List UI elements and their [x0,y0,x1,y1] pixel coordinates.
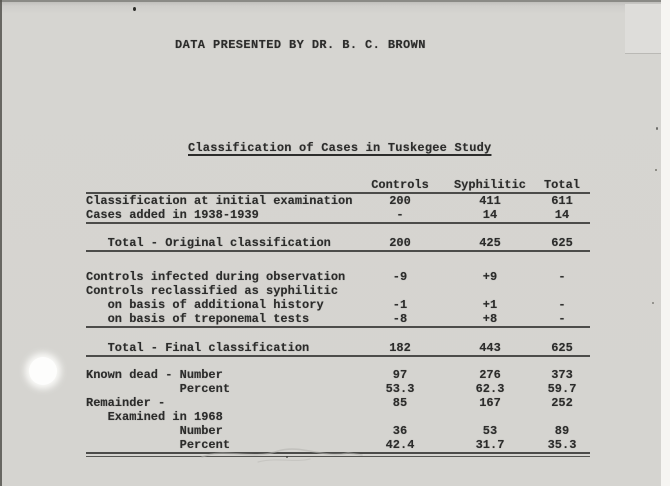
row-label: on basis of additional history [86,298,324,312]
scan-top-edge [0,0,661,2]
table-spacer [86,252,590,270]
cell-controls [354,284,446,298]
cell-syphilitic [446,284,534,298]
header-label-spacer [86,178,354,192]
table-row [86,382,590,396]
cell-total: 611 [551,194,573,208]
cell-syphilitic: 411 [479,194,501,208]
row-label: Controls reclassified as syphilitic [86,284,339,298]
cell-total [534,284,590,298]
table-spacer [86,328,590,341]
scan-speck [652,302,654,304]
cell-syphilitic: 14 [482,208,498,222]
cell-syphilitic: +8 [482,312,498,326]
cell-syphilitic: 62.3 [475,382,505,396]
row-label: Total - Original classification [86,236,331,250]
cell-total: - [558,270,566,284]
table-row [86,208,590,224]
cell-syphilitic: +1 [482,298,498,312]
table-row [86,410,590,424]
cell-controls: 200 [389,194,411,208]
cell-controls: 53.3 [385,382,415,396]
cell-syphilitic: 276 [479,368,501,382]
page-corner-overlap [625,4,661,54]
cell-syphilitic: 443 [479,341,501,355]
row-label: on basis of treponemal tests [86,312,310,326]
row-label: Cases added in 1938-1939 [86,208,259,222]
row-label: Known dead - Number [86,368,223,382]
cell-total: 35.3 [547,438,577,452]
table-row [86,270,590,284]
cell-total: 373 [551,368,573,382]
table-header-row [86,178,590,194]
table-spacer [86,224,590,236]
column-header-total: Total [543,178,580,192]
cell-controls: 97 [392,368,408,382]
table-row-total-final [86,341,590,357]
document-title: Classification of Cases in Tuskegee Study [188,141,492,155]
cell-total: - [558,298,566,312]
cell-controls: -8 [392,312,408,326]
cell-total: 625 [551,341,573,355]
row-label: Number [86,424,223,438]
cell-total: - [558,312,566,326]
cell-total [534,410,590,424]
row-label: Classification at initial examination [86,194,353,208]
cell-controls: -9 [392,270,408,284]
cell-syphilitic [446,410,534,424]
classification-table [86,178,590,457]
cell-syphilitic: 425 [479,236,501,250]
table-row [86,368,590,382]
table-spacer [86,357,590,368]
pencil-mark [198,441,368,467]
row-label: Examined in 1968 [86,410,223,424]
document-header: DATA PRESENTED BY DR. B. C. BROWN [175,38,426,52]
row-label: Total - Final classification [86,341,310,355]
cell-syphilitic: +9 [482,270,498,284]
cell-total: 14 [554,208,570,222]
cell-controls: -1 [392,298,408,312]
cell-syphilitic: 167 [479,396,501,410]
row-label: Percent [86,438,231,452]
row-label: Percent [86,382,231,396]
cell-total: 625 [551,236,573,250]
table-row-total-original [86,236,590,252]
cell-total: 59.7 [547,382,577,396]
hole-punch [29,357,57,385]
cell-controls: - [396,208,404,222]
scan-speck [655,169,657,171]
scan-left-edge [0,0,2,486]
table-row [86,284,590,298]
cell-total: 252 [551,396,573,410]
scan-speck [133,7,136,11]
row-label: Remainder - [86,396,166,410]
table-row [86,396,590,410]
table-row [86,298,590,312]
cell-controls: 36 [392,424,408,438]
row-label: Controls infected during observation [86,270,346,284]
scan-speck [656,127,658,130]
cell-controls: 42.4 [385,438,415,452]
table-row [86,424,590,438]
table-row [86,194,590,208]
cell-controls: 182 [389,341,411,355]
column-header-controls: Controls [371,178,429,192]
cell-controls: 85 [392,396,408,410]
table-row [86,312,590,328]
cell-syphilitic: 53 [482,424,498,438]
cell-controls [354,410,446,424]
cell-total: 89 [554,424,570,438]
column-header-syphilitic: Syphilitic [453,178,526,192]
cell-syphilitic: 31.7 [475,438,505,452]
cell-controls: 200 [389,236,411,250]
